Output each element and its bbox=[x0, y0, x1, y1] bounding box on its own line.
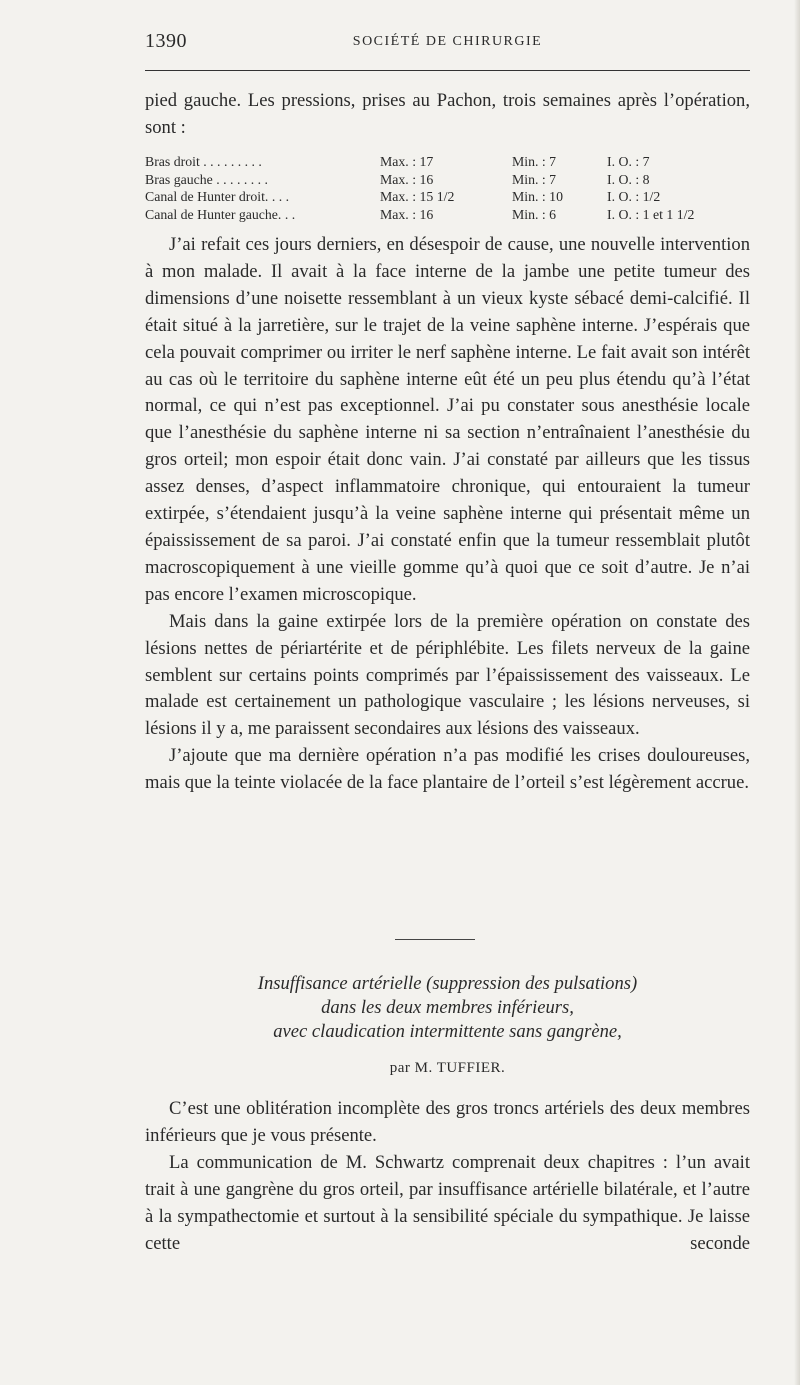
page-header bbox=[145, 30, 750, 54]
site-cell: Bras droit . . . . . . . . . bbox=[145, 154, 262, 169]
page-number: 1390 bbox=[145, 30, 187, 52]
max-cell: Max. : 16 bbox=[380, 206, 434, 222]
article-author: par M. TUFFIER. bbox=[389, 1060, 506, 1076]
paragraph: La communication de M. Schwartz comprenait deux chapitres : l’un avait trait à une gangrène du gros orteil, par insuffisance artérielle bilatérale, et l’autre à la sympathectomie et surtout à la sensibilité spéciale du sympathique. Je laisse cette seconde bbox=[145, 1151, 750, 1254]
max-cell: Max. : 15 1/2 bbox=[380, 189, 455, 204]
intro-paragraph: pied gauche. Les pressions, prises au Pachon, trois semaines après l’opération, sont : bbox=[145, 90, 750, 138]
min-cell: Min. : 6 bbox=[512, 206, 557, 222]
site-cell: Canal de Hunter gauche. . . bbox=[145, 206, 296, 222]
min-cell: Min. : 7 bbox=[512, 154, 557, 169]
page-edge-shadow bbox=[794, 0, 800, 1385]
io-cell: I. O. : 1/2 bbox=[607, 189, 661, 204]
io-cell: I. O. : 1 et 1 1/2 bbox=[607, 206, 695, 222]
table-row bbox=[145, 153, 755, 171]
min-cell: Min. : 10 bbox=[512, 189, 563, 204]
section-separator bbox=[395, 939, 475, 940]
running-title: SOCIÉTÉ DE CHIRURGIE bbox=[352, 34, 543, 49]
article-title-line-1: Insuffisance artérielle (suppression des pulsations) bbox=[257, 973, 638, 994]
max-cell: Max. : 16 bbox=[380, 171, 434, 187]
paragraph: J’ai refait ces jours derniers, en désespoir de cause, une nouvelle intervention à mon malade. Il avait à la face interne de la jambe une petite tumeur des dimensions d’une noisette ressemblant à un vieux kyste sébacé demi-calcifié. Il était situé à la jarretière, sur le trajet de la veine saphène interne. J’espérais que cela pouvait comprimer ou irriter le nerf saphène interne. Le fait avait son intérêt au cas où le territoire du saphène interne eût été un peu plus étendu qu’à l’état normal, ce qui n’est pas exceptionnel. J’ai pu constater sous anesthésie locale que l’anesthésie du saphène interne ni sa section n’entraînaient l’anesthésie du gros orteil; mon espoir était donc vain. J’ai constaté par ailleurs que les tissus assez denses, d’aspect inflammatoire chronique, qui entouraient la tumeur extirpée, s’étendaient jusqu’à la veine saphène interne qui présentait même un épaississement de sa paroi. J’ai constaté enfin que la tumeur ressemblait plutôt macroscopiquement à une vieille gomme qu’à quoi que ce soit d’autre. Je n’ai pas encore l’examen microscopique. bbox=[145, 234, 750, 605]
intro-block bbox=[145, 88, 750, 142]
table-row bbox=[145, 206, 755, 224]
header-rule bbox=[145, 70, 750, 71]
body-text bbox=[145, 232, 750, 797]
site-cell: Canal de Hunter droit. . . . bbox=[145, 189, 290, 204]
paragraph: J’ajoute que ma dernière opération n’a pas modifié les crises douloureuses, mais que la teinte violacée de la face plantaire de l’orteil s’est légèrement accrue. bbox=[145, 745, 750, 794]
table-row bbox=[145, 188, 755, 206]
io-cell: I. O. : 8 bbox=[607, 171, 650, 187]
paragraph: Mais dans la gaine extirpée lors de la première opération on constate des lésions nettes de périartérite et de périphlébite. Les filets nerveux de la gaine semblent sur certains points comprimés par l’épaississement des vaisseaux. Le malade est certainement un pathologique vasculaire ; les lésions nerveuses, si lésions il y a, me paraissent secondaires aux lésions des vaisseaux. bbox=[145, 610, 750, 740]
site-cell: Bras gauche . . . . . . . . bbox=[145, 171, 268, 187]
article-title-line-2: dans les deux membres inférieurs, bbox=[321, 997, 574, 1018]
table-row bbox=[145, 171, 755, 189]
max-cell: Max. : 17 bbox=[380, 154, 434, 169]
article-body bbox=[145, 1096, 750, 1257]
pressure-table bbox=[145, 153, 755, 223]
min-cell: Min. : 7 bbox=[512, 171, 557, 187]
article-title-line-3: avec claudication intermittente sans gangrène, bbox=[273, 1021, 622, 1042]
io-cell: I. O. : 7 bbox=[607, 154, 650, 169]
paragraph: C’est une oblitération incomplète des gros troncs artériels des deux membres inférieurs que je vous présente. bbox=[145, 1098, 750, 1146]
